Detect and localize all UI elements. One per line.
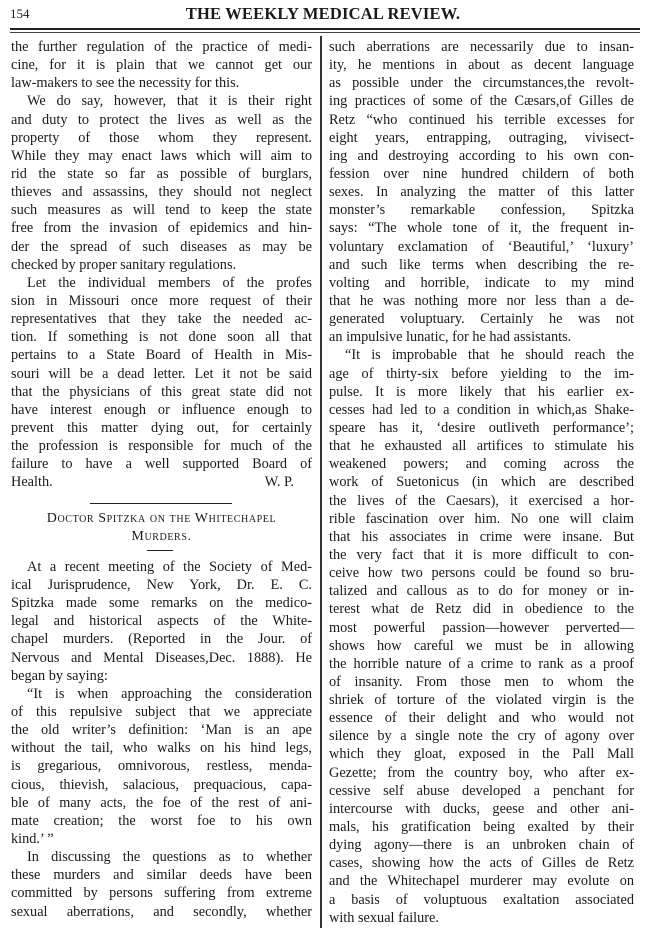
text-line: these murders and similar deeds have been bbox=[11, 867, 312, 884]
text-line: Let the individual members of the profes bbox=[27, 274, 312, 291]
text-line: free from the invasion of epidemics and hin- bbox=[11, 220, 312, 237]
text-line: that the physicians of this great state did not bbox=[11, 383, 312, 400]
paragraph bbox=[11, 92, 312, 273]
text-line: as possible under the circumstances,the revolt- bbox=[329, 75, 634, 92]
text-line: Retz “who continued his terrible excesses for bbox=[329, 111, 634, 128]
text-line: such aberrations are necessarily due to insan- bbox=[329, 39, 634, 55]
text-line: and the Whitechapel murderer may evolute on bbox=[329, 873, 634, 890]
text-line: der the spread of such diseases as may be bbox=[11, 238, 312, 255]
paragraph bbox=[11, 848, 312, 921]
text-line: rid the state so far as possible of burglars, bbox=[11, 165, 312, 182]
signature-line bbox=[11, 473, 312, 491]
text-line: ing and destroying according to his own con- bbox=[329, 147, 634, 164]
text-line: thieves and assassins, they should not neglect bbox=[11, 184, 312, 201]
text-line: most powerful passion—however perverted— bbox=[329, 619, 634, 636]
text-line: is gregarious, omnivorous, restless, menda- bbox=[11, 758, 312, 775]
text-line: and duty to protect the lives as well as the bbox=[11, 111, 312, 128]
text-line: the horrible nature of a crime to rank as a proof bbox=[329, 655, 634, 672]
text-line: shows how careful we must be in allowing bbox=[329, 637, 634, 654]
text-line: an impulsive lunatic, for he had assistants. bbox=[329, 329, 572, 346]
text-line: the old writer’s definition: ‘Man is an ape bbox=[11, 722, 312, 739]
text-line: Gezette; from the country boy, who after ex- bbox=[329, 764, 634, 781]
paragraph bbox=[11, 558, 312, 685]
text-line: chapel murders. (Reported in the Jour. of bbox=[11, 631, 312, 648]
column-divider bbox=[320, 36, 322, 928]
text-line: dying agony—there is an unbroken chain of bbox=[329, 837, 634, 854]
text-line: mate creation; the worst foe to his own bbox=[11, 812, 312, 829]
paragraph bbox=[11, 38, 312, 92]
text-line: ical Jurisprudence, New York, Dr. E. C. bbox=[11, 576, 312, 593]
author-signature: W. P. bbox=[264, 474, 294, 491]
paragraph bbox=[11, 274, 312, 474]
text-line: shriek of torture of the violated virgin is the bbox=[329, 692, 634, 709]
paragraph bbox=[329, 346, 634, 927]
text-line: terest what de Retz did in obedience to the bbox=[329, 601, 634, 618]
separator-rule bbox=[90, 503, 232, 504]
text-line: pulse. It is more likely that his earlier ex- bbox=[329, 383, 634, 400]
text-line: fession over nine hundred childern of both bbox=[329, 165, 634, 182]
text-line: “It is when approaching the consideration bbox=[27, 685, 312, 702]
text-line: says: “The whole tone of it, the frequent in- bbox=[329, 220, 634, 237]
text-line: with sexual failure. bbox=[329, 909, 439, 926]
text-line: the profession is responsible for much of the bbox=[11, 438, 312, 455]
text-line: silence by a single note the cry of agony over bbox=[329, 728, 634, 745]
left-column bbox=[11, 38, 312, 921]
text-line: souri will be a dead letter. Let it not be said bbox=[11, 365, 312, 382]
text-line: checked by proper sanitary regulations. bbox=[11, 256, 237, 273]
text-line: which they gloat, exposed in the Pall Mall bbox=[329, 746, 634, 763]
text-line: ing practices of some of the Cæsars,of Gilles de bbox=[329, 93, 634, 110]
right-column bbox=[329, 38, 634, 927]
paragraph-last-line: Health. bbox=[11, 474, 53, 491]
text-line: work of Suetonicus (in which are described bbox=[329, 474, 634, 491]
text-line: In discussing the questions as to whether bbox=[27, 849, 312, 866]
text-line: that he exhausted all artifices to stimulate his bbox=[329, 438, 634, 455]
text-line: eight years, entrapping, outraging, vivisect- bbox=[329, 129, 634, 146]
text-line: Spitzka made some remarks on the medico- bbox=[11, 595, 312, 612]
text-line: failure to have a well supported Board of bbox=[11, 456, 312, 473]
text-line: At a recent meeting of the Society of Med- bbox=[27, 558, 312, 575]
text-line: talized and callous as to do for money or in- bbox=[329, 583, 634, 600]
text-line: intercourse with ducks, geese and other ani- bbox=[329, 800, 634, 817]
text-line: law-makers to see the necessity for this. bbox=[11, 75, 240, 92]
text-line: legal and historical aspects of the White- bbox=[11, 613, 312, 630]
text-line: committed by persons suffering from extreme bbox=[11, 885, 312, 902]
page-header bbox=[0, 0, 646, 34]
text-line: ble of many acts, the foe of the rest of ani- bbox=[11, 794, 312, 811]
text-line: representatives that they take the needed ac- bbox=[11, 311, 312, 328]
header-rule-thin bbox=[10, 32, 640, 33]
paragraph bbox=[11, 685, 312, 848]
paragraph bbox=[329, 38, 634, 346]
text-line: sexual aberrations, and secondly, whether bbox=[11, 903, 312, 920]
separator-rule bbox=[147, 550, 173, 551]
text-line: sexes. In analyzing the matter of this latter bbox=[329, 184, 634, 201]
article-heading: Murders. bbox=[131, 528, 192, 544]
text-line: rible fascination over him. No one will claim bbox=[329, 510, 634, 527]
text-line: volting and horrible, indicate to my mind bbox=[329, 274, 634, 291]
page-number: 154 bbox=[10, 6, 30, 21]
article-heading: Doctor Spitzka on the Whitechapel bbox=[46, 510, 277, 526]
text-line: of this repulsive subject that we appreciate bbox=[11, 703, 312, 720]
text-line: mals, his gratification being exalted by their bbox=[329, 819, 634, 836]
text-line: of insanity. From those men to whom the bbox=[329, 673, 634, 690]
text-line: cine, for it is plain that we cannot get our bbox=[11, 57, 312, 74]
text-line: ity, he mentions in about as decent language bbox=[329, 57, 634, 74]
text-line: age of thirty-six before yielding to the im- bbox=[329, 365, 634, 382]
text-line: cesses had led to a condition in which,as Shake- bbox=[329, 401, 634, 418]
text-line: cessive self abuse developed a penchant for bbox=[329, 782, 634, 799]
section-separator bbox=[11, 492, 312, 510]
text-line: prevent this matter dying out, for certainly bbox=[11, 419, 312, 436]
text-line: Nervous and Mental Diseases,Dec. 1888). He bbox=[11, 649, 312, 666]
text-line: tion. If something is not done soon all that bbox=[11, 329, 312, 346]
heading-separator bbox=[11, 546, 312, 558]
text-line: generated voluptuary. Certainly he was not bbox=[329, 311, 634, 328]
text-line: essence of their delight and who would not bbox=[329, 710, 634, 727]
text-line: a basis of voluptuous exaltation associated bbox=[329, 891, 634, 908]
text-line: have interest enough or influence enough to bbox=[11, 401, 312, 418]
text-line: began by saying: bbox=[11, 667, 108, 684]
header-rule-thick bbox=[10, 28, 640, 30]
text-line: voluntary exclamation of ‘Beautiful,’ ‘luxury’ bbox=[329, 238, 634, 255]
text-line: that he was nothing more nor less than a de- bbox=[329, 292, 634, 309]
text-line: the very fact that it is more difficult to con- bbox=[329, 546, 634, 563]
text-line: weakened powers; and coming across the bbox=[329, 456, 634, 473]
text-line: cious, thievish, salacious, prequacious, capa- bbox=[11, 776, 312, 793]
text-line: and such like terms when describing the re- bbox=[329, 256, 634, 273]
text-line: the further regulation of the practice of medi- bbox=[11, 39, 312, 55]
text-line: sion in Missouri once more request of their bbox=[11, 292, 312, 309]
text-line: kind.’ ” bbox=[11, 830, 54, 847]
text-line: speare has it, ‘desire outliveth performance’; bbox=[329, 419, 634, 436]
journal-title: THE WEEKLY MEDICAL REVIEW. bbox=[185, 4, 461, 23]
text-line: without the tail, who walks on his hind legs, bbox=[11, 740, 312, 757]
text-line: the lives of the Caesars), it exercised a hor- bbox=[329, 492, 634, 509]
text-line: that his associates in crime were insane. But bbox=[329, 528, 634, 545]
text-line: ceive how two persons could be found so bru- bbox=[329, 565, 634, 582]
text-line: cases, showing how the acts of Gilles de Retz bbox=[329, 855, 634, 872]
text-line: “It is improbable that he should reach the bbox=[345, 347, 634, 364]
text-line: property of those whom they represent. bbox=[11, 129, 312, 146]
text-line: such measures as will tend to keep the state bbox=[11, 202, 312, 219]
text-line: We do say, however, that it is their right bbox=[27, 93, 312, 110]
text-line: pertains to a State Board of Health in Mis- bbox=[11, 347, 312, 364]
text-line: monster’s remarkable confession, Spitzka bbox=[329, 202, 634, 219]
text-line: While they may enact laws which will aim to bbox=[11, 147, 312, 164]
